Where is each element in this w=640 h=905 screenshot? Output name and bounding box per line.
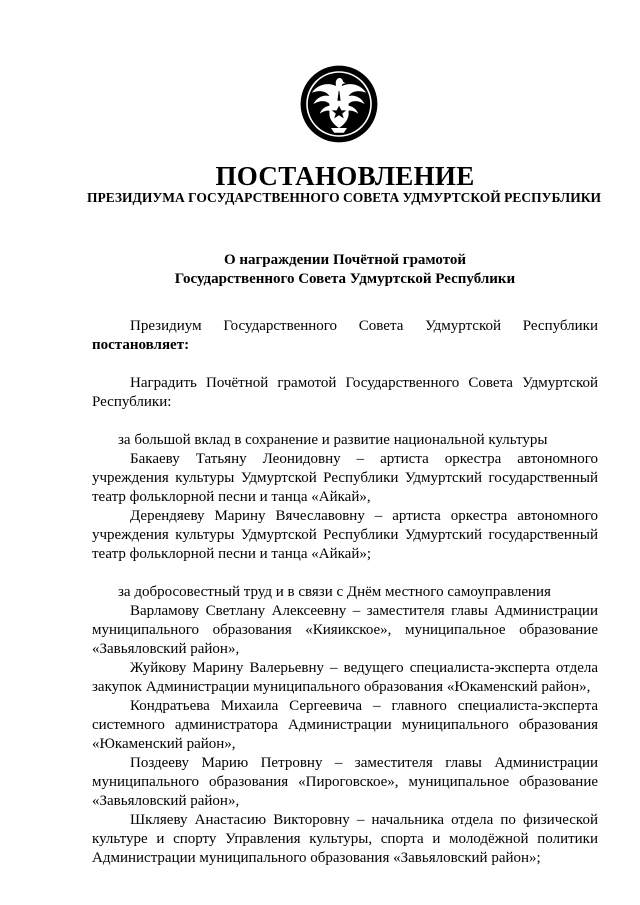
subject-line-1: О награждении Почётной грамотой [223, 252, 467, 268]
udmurt-republic-coat-of-arms-icon [299, 64, 379, 144]
awardee-paragraph: Варламову Светлану Алексеевну – заместителя главы Администрации муниципального образования «Кияикское», муниципальное образование «Завьяловский район», [92, 603, 598, 657]
document-title: ПОСТАНОВЛЕНИЕ [215, 161, 475, 191]
awardee-paragraph: Дерендяеву Марину Вячеславовну – артиста оркестра автономного учреждения культуры Удмуртской Республики Удмуртский государственный театр фольклорной песни и танца «Айкай»; [92, 508, 598, 562]
subject-line-2: Государственного Совета Удмуртской Республики [174, 271, 516, 287]
group1-reason: за большой вклад в сохранение и развитие национальной культуры [118, 432, 548, 448]
preamble-verb: постановляет: [92, 337, 190, 353]
awardee-paragraph: Бакаеву Татьяну Леонидовну – артиста оркестра автономного учреждения культуры Удмуртской Республики Удмуртский государственный театр фольклорной песни и танца «Айкай», [92, 451, 598, 505]
group2-reason: за добросовестный труд и в связи с Днём местного самоуправления [118, 584, 551, 600]
awardee-paragraph: Поздееву Марию Петровну – заместителя главы Администрации муниципального образования «Пироговское», муниципальное образование «Завьяловский район», [92, 755, 598, 809]
document-subtitle: ПРЕЗИДИУМА ГОСУДАРСТВЕННОГО СОВЕТА УДМУРТСКОЙ РЕСПУБЛИКИ [86, 190, 601, 205]
document-body [92, 317, 598, 868]
awardee-paragraph: Жуйкову Марину Валерьевну – ведущего специалиста-эксперта отдела закупок Администрации муниципального образования «Юкаменский район», [92, 660, 598, 695]
decision-paragraph: Наградить Почётной грамотой Государственного Совета Удмуртской Республики: [92, 375, 598, 410]
awardee-paragraph: Кондратьева Михаила Сергеевича – главного специалиста-эксперта системного администратора Администрации муниципального образования «Юкаменский район», [92, 698, 598, 752]
awardee-paragraph: Шкляеву Анастасию Викторовну – начальника отдела по физической культуре и спорту Управления культуры, спорта и молодёжной политики Администрации муниципального образования «Завьяловский район»; [92, 812, 598, 866]
preamble-text: Президиум Государственного Совета Удмуртской Республики [130, 318, 598, 334]
